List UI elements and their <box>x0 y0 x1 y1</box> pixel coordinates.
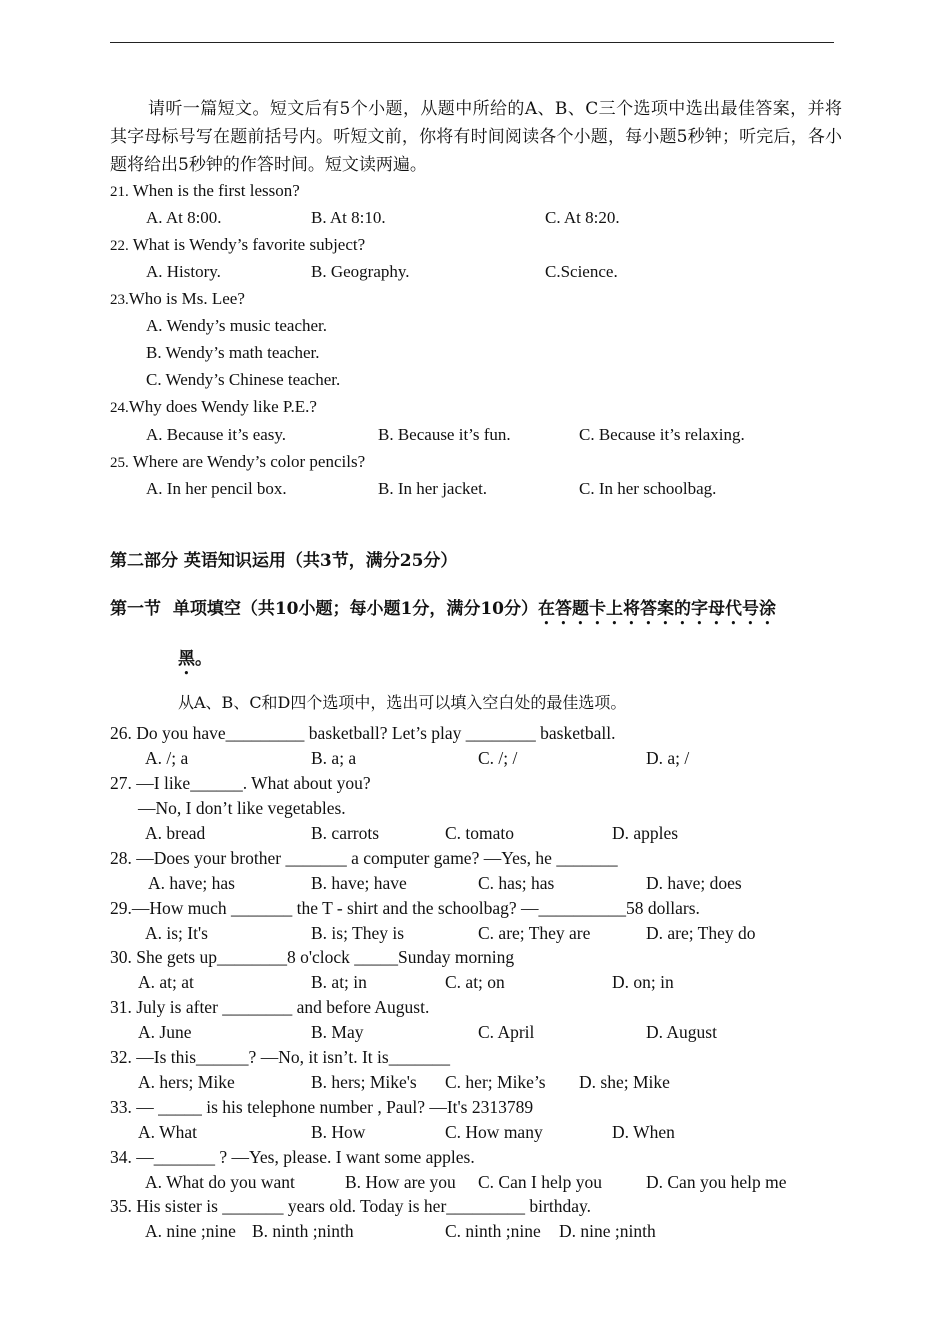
option: B. In her jacket. <box>378 479 488 498</box>
question-number: 24. <box>110 400 129 416</box>
question-number: 25. <box>110 455 129 471</box>
option: D. on; in <box>612 972 674 992</box>
question-text: Why does Wendy like P.E.? <box>128 397 317 416</box>
option: B. at; in <box>311 972 367 992</box>
option: C. ninth ;nine <box>445 1221 541 1241</box>
question-29: 29.—How much _______ the T - shirt and the schoolbag? —__________58 dollars. <box>110 898 700 918</box>
question-28: 28. —Does your brother _______ a computer game? —Yes, he _______ <box>110 848 618 868</box>
question-27-reply: —No, I don’t like vegetables. <box>138 798 346 818</box>
option: C. at; on <box>445 972 505 992</box>
option: D. apples <box>612 823 679 843</box>
question-text: Who is Ms. Lee? <box>128 289 245 308</box>
option: A. bread <box>145 823 206 843</box>
option: B. At 8:10. <box>311 208 386 227</box>
question-number: 22. <box>110 238 129 254</box>
option: B. a; a <box>311 748 357 768</box>
question-27: 27. —I like______. What about you? <box>110 773 371 793</box>
option: D. have; does <box>646 873 742 893</box>
option: D. When <box>612 1122 675 1142</box>
option: C. her; Mike’s <box>445 1072 546 1092</box>
option: C. /; / <box>478 748 518 768</box>
option: C. tomato <box>445 823 515 843</box>
header-rule <box>110 42 834 43</box>
section-instruction: 从A、B、C和D四个选项中，选出可以填入空白处的最佳选项。 <box>178 693 627 712</box>
option: D. Can you help me <box>646 1172 787 1192</box>
option: A. hers; Mike <box>138 1072 235 1092</box>
section-heading-cont <box>178 648 212 679</box>
question-number: 23. <box>110 292 129 308</box>
option: B. is; They is <box>311 923 405 943</box>
option: A. /; a <box>145 748 189 768</box>
option: D. August <box>646 1022 717 1042</box>
question-text: What is Wendy’s favorite subject? <box>128 235 366 254</box>
option: D. she; Mike <box>579 1072 670 1092</box>
option: A. nine ;nine <box>145 1221 236 1241</box>
option: C. has; has <box>478 873 555 893</box>
option: A. In her pencil box. <box>146 479 287 498</box>
option: C. In her schoolbag. <box>579 479 717 498</box>
option: D. a; / <box>646 748 690 768</box>
part2-heading: 第二部分 英语知识运用（共3节，满分25分） <box>110 551 458 571</box>
question-22 <box>110 234 365 257</box>
section-text: 单项填空（共10小题；每小题1分，满分10分） <box>172 599 538 619</box>
question-23 <box>110 288 245 311</box>
option: C.Science. <box>545 262 618 281</box>
option: B. carrots <box>311 823 380 843</box>
option: C. are; They are <box>478 923 591 943</box>
question-35: 35. His sister is _______ years old. Today is her_________ birthday. <box>110 1196 591 1216</box>
option: D. nine ;ninth <box>559 1221 656 1241</box>
option: B. How <box>311 1122 366 1142</box>
option: B. hers; Mike's <box>311 1072 417 1092</box>
option: A. Wendy’s music teacher. <box>146 316 328 335</box>
section-dotted-text-2: 黑 <box>178 649 195 669</box>
question-34: 34. —_______ ? —Yes, please. I want some apples. <box>110 1147 475 1167</box>
question-26: 26. Do you have_________ basketball? Let’s play ________ basketball. <box>110 723 616 743</box>
option: C. How many <box>445 1122 543 1142</box>
question-number: 21. <box>110 184 129 200</box>
option: A. June <box>138 1022 192 1042</box>
option: D. are; They do <box>646 923 756 943</box>
question-text: Where are Wendy’s color pencils? <box>128 452 366 471</box>
question-24 <box>110 396 317 419</box>
option: A. What do you want <box>145 1172 295 1192</box>
question-33: 33. — _____ is his telephone number , Paul? —It's 2313789 <box>110 1097 534 1117</box>
question-text: When is the first lesson? <box>128 181 300 200</box>
section-dotted-text: 在答题卡上将答案的字母代号涂 <box>538 599 776 619</box>
option: C. Because it’s relaxing. <box>579 425 745 444</box>
option: A. at; at <box>138 972 194 992</box>
option: B. How are you <box>345 1172 456 1192</box>
option: B. Because it’s fun. <box>378 425 511 444</box>
option: B. May <box>311 1022 364 1042</box>
section-label: 第一节 <box>110 599 161 619</box>
option: B. Wendy’s math teacher. <box>146 343 320 362</box>
option: A. Because it’s easy. <box>146 425 287 444</box>
option: B. Geography. <box>311 262 410 281</box>
option: C. At 8:20. <box>545 208 620 227</box>
option: A. have; has <box>148 873 235 893</box>
option: C. April <box>478 1022 535 1042</box>
option: A. History. <box>146 262 221 281</box>
option: B. have; have <box>311 873 407 893</box>
option: C. Can I help you <box>478 1172 602 1192</box>
question-21 <box>110 180 300 203</box>
option: A. At 8:00. <box>146 208 222 227</box>
question-31: 31. July is after ________ and before August. <box>110 997 430 1017</box>
option: A. What <box>138 1122 197 1142</box>
section-end: 。 <box>195 649 212 669</box>
question-32: 32. —Is this______? —No, it isn’t. It is_______ <box>110 1047 450 1067</box>
listening-instructions: 请听一篇短文。短文后有5个小题，从题中所给的A、B、C三个选项中选出最佳答案，并将其字母标号写在题前括号内。听短文前，你将有时间阅读各个小题，每小题5秒钟；听完后，各小题将给出5秒钟的作答时间。短文读两遍。 <box>110 99 842 175</box>
option: A. is; It's <box>145 923 208 943</box>
question-30: 30. She gets up________8 o'clock _____Sunday morning <box>110 947 515 967</box>
section-heading <box>110 598 776 629</box>
option: B. ninth ;ninth <box>252 1221 354 1241</box>
question-25 <box>110 451 365 474</box>
option: C. Wendy’s Chinese teacher. <box>146 370 341 389</box>
